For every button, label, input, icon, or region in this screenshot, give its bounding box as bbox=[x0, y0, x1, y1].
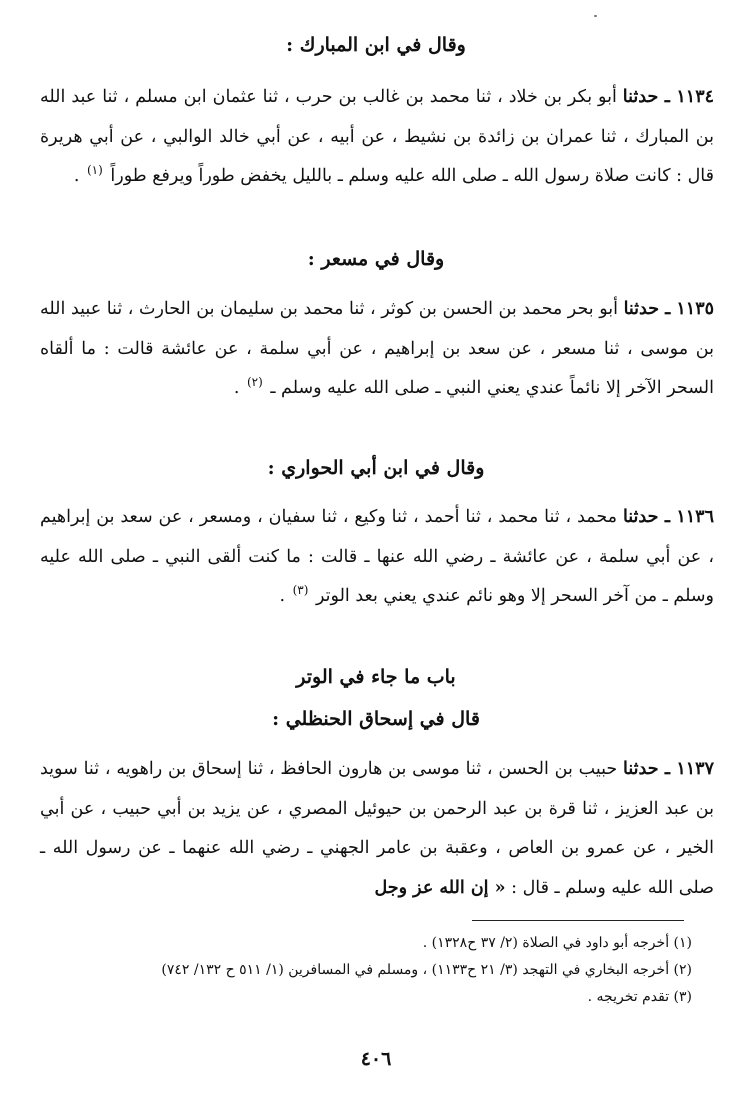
footnote-3: (٣) تقدم تخريجه . bbox=[587, 989, 692, 1005]
entry-text: محمد ، ثنا محمد ، ثنا أحمد ، ثنا وكيع ، ثنا سفيان ، ومسعر ، عن سعد بن إبراهيم ، عن أبي سلمة ، عن عائشة ـ رضي الله عنها ـ قالت : ما كنت ألقى النبي ـ صلى الله عليه وسلم ـ من آخر السحر إلا وهو نائم عندي يعني بعد الوتر bbox=[40, 507, 714, 606]
chapter-heading-witr: باب ما جاء في الوتر bbox=[296, 666, 456, 688]
entry-number: ١١٣٤ ـ حدثنا bbox=[622, 87, 714, 107]
page-number: ٤٠٦ bbox=[360, 1048, 392, 1070]
heading-ibn-al-mubarak: وقال في ابن المبارك : bbox=[286, 34, 466, 56]
entry-text: حبيب بن الحسن ، ثنا موسى بن هارون الحافظ ، ثنا إسحاق بن راهويه ، ثنا سويد بن عبد العزيز ، ثنا قرة بن عبد الرحمن بن حيوئيل المصري ، عن يزيد بن أبي حبيب ، عن أبي الخير ، عن عمرو بن العاص ، وعقبة بن عامر الجهني ـ رضي الله عنهما ـ عن رسول الله ـ صلى الله عليه وسلم ـ قال : bbox=[40, 759, 714, 898]
entry-text: أبو بحر محمد بن الحسن بن كوثر ، ثنا محمد بن سليمان بن الحارث ، ثنا عبيد الله بن موسى ، ثنا مسعر ، عن سعد بن إبراهيم ، عن أبي سلمة ، عن عائشة قالت : ما ألقاه السحر الآخر إلا نائماً عندي يعني النبي ـ صلى الله عليه وسلم ـ bbox=[40, 299, 714, 398]
footnotes bbox=[40, 930, 692, 1011]
entry-end: . bbox=[233, 378, 245, 398]
entry-text: أبو بكر بن خلاد ، ثنا محمد بن غالب بن حرب ، ثنا عثمان ابن مسلم ، ثنا عبد الله بن المبارك ، ثنا عمران بن زائدة بن نشيط ، عن أبيه ، عن أبي خالد الوالبي ، عن أبي هريرة قال : كانت صلاة رسول الله ـ صلى الله عليه وسلم ـ بالليل يخفض طوراً ويرفع طوراً bbox=[40, 87, 714, 186]
heading-ibn-abi-al-hawari: وقال في ابن أبي الحواري : bbox=[267, 457, 485, 479]
heading-misar: وقال في مسعر : bbox=[307, 248, 445, 270]
footnote-reference: (١) bbox=[86, 163, 103, 178]
entry-number: ١١٣٧ ـ حدثنا bbox=[623, 759, 714, 779]
scan-speck bbox=[594, 15, 597, 17]
entry-end: . bbox=[73, 166, 85, 186]
entry-end: . bbox=[279, 586, 291, 606]
footnote-1: (١) أخرجه أبو داود في الصلاة (٢/ ٣٧ ح١٣٢٨) . bbox=[422, 935, 692, 951]
entry-number: ١١٣٦ ـ حدثنا bbox=[622, 507, 714, 527]
footnote-reference: (٣) bbox=[292, 583, 309, 598]
footnote-2: (٢) أخرجه البخاري في التهجد (٣/ ٢١ ح١١٣٣) ، ومسلم في المسافرين (١/ ٥١١ ح ١٣٢/ ٧٤٢) bbox=[161, 962, 692, 978]
entry-end: « إن الله عز وجل bbox=[374, 877, 506, 898]
entry-number: ١١٣٥ ـ حدثنا bbox=[623, 299, 714, 319]
hadith-entry-1134 bbox=[40, 78, 714, 197]
heading-ishaq-al-hanzali: قال في إسحاق الحنظلي : bbox=[272, 708, 480, 730]
footnote-separator bbox=[472, 920, 684, 921]
hadith-entry-1136 bbox=[40, 498, 714, 617]
footnote-reference: (٢) bbox=[246, 375, 263, 390]
hadith-entry-1135 bbox=[40, 290, 714, 409]
hadith-entry-1137 bbox=[40, 750, 714, 908]
